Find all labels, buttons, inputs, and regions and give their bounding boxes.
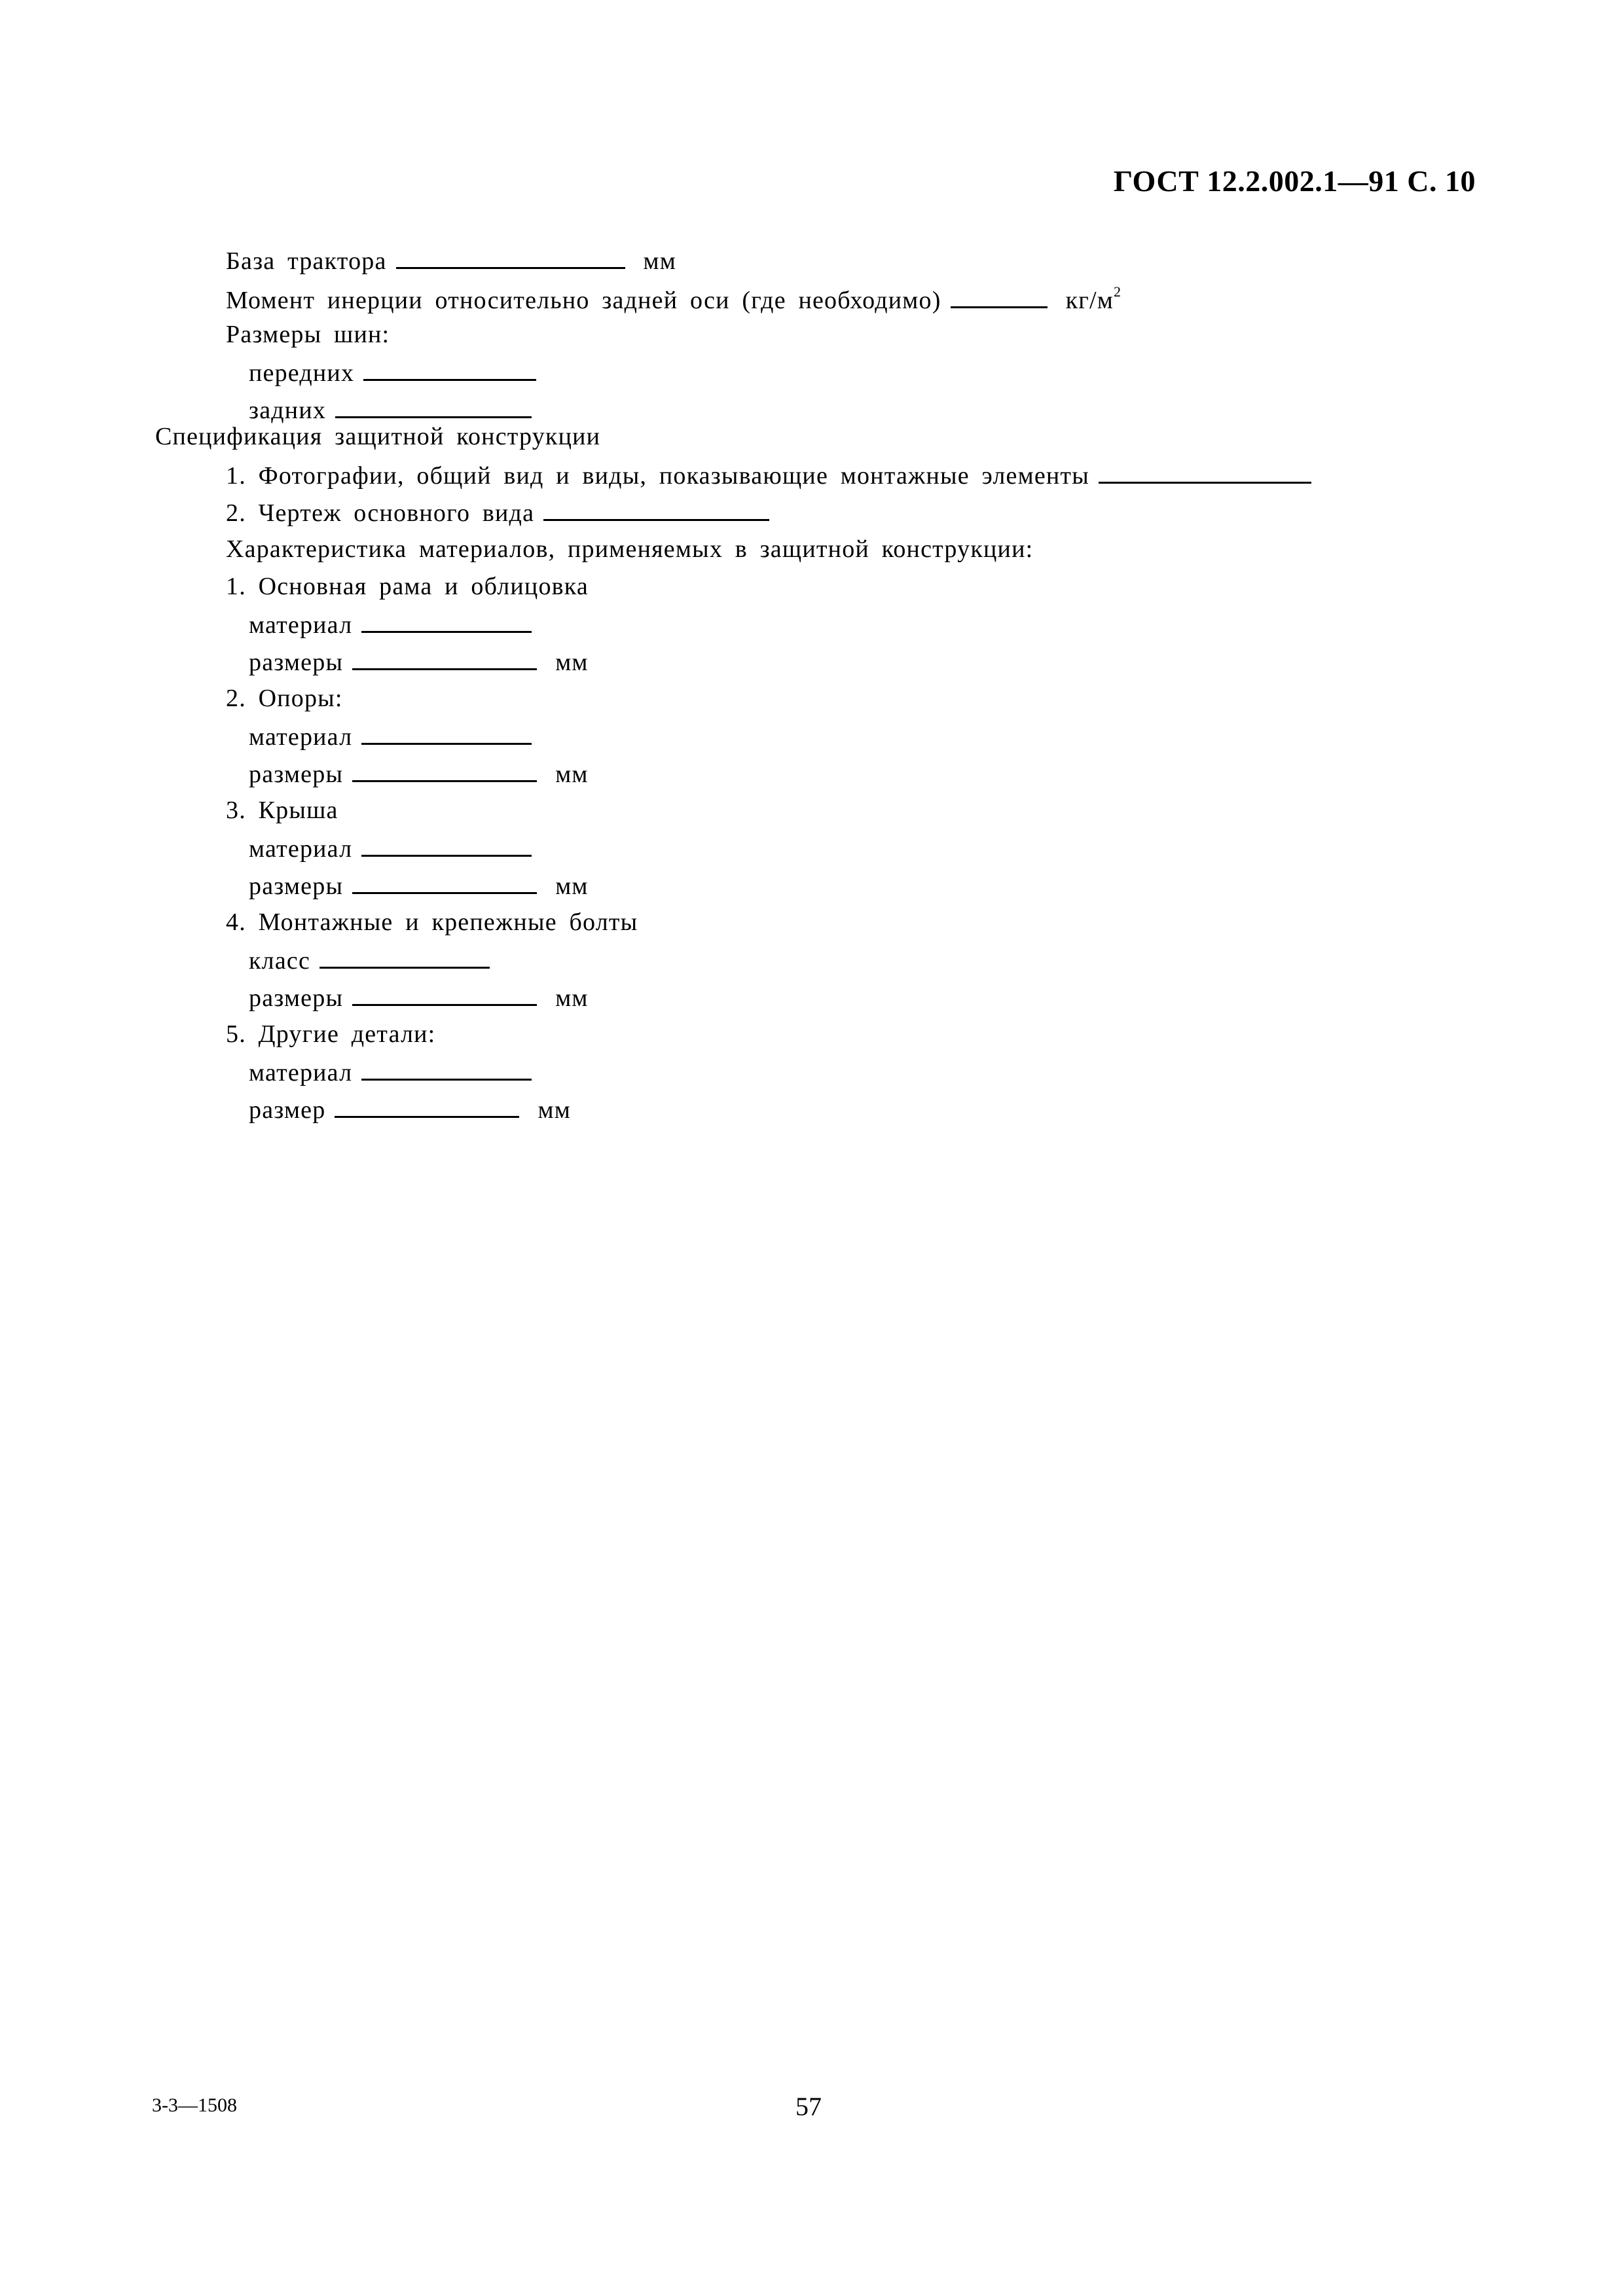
rear-tires-line [249,397,541,423]
item1-size-label: размеры [249,649,344,676]
photos-line [226,462,1321,488]
item1-size-unit: мм [555,649,589,676]
item4-class-field[interactable] [319,947,490,969]
item2-material-label: материал [249,723,353,751]
item5-material-line [249,1059,541,1085]
front-tires-label: передних [249,359,355,387]
front-tires-field[interactable] [363,359,536,381]
item5-size-unit: мм [538,1096,571,1124]
item5-material-field[interactable] [361,1059,532,1081]
item4-size-label: размеры [249,984,344,1012]
item4-size-field[interactable] [352,984,537,1006]
item3-size-label: размеры [249,872,344,900]
item1-heading: 1. Основная рама и облицовка [226,573,589,600]
item3-size-field[interactable] [352,872,537,894]
photos-label: 1. Фотографии, общий вид и виды, показывающие монтажные элементы [226,462,1089,490]
item5-size-line [249,1096,571,1122]
rear-tires-field[interactable] [335,397,532,418]
item2-size-line [249,761,589,787]
item2-size-unit: мм [555,761,589,788]
item2-size-label: размеры [249,761,344,788]
item4-class-line [249,947,499,973]
tires-heading: Размеры шин: [226,321,390,348]
item5-heading: 5. Другие детали: [226,1020,436,1048]
tractor-base-label: База трактора [226,247,387,275]
item1-material-line [249,611,541,637]
item4-class-label: класс [249,947,311,975]
rear-tires-label: задних [249,397,327,424]
item1-size-line [249,649,589,675]
drawing-label: 2. Чертеж основного вида [226,499,535,527]
materials-heading: Характеристика материалов, применяемых в защитной конструкции: [226,535,1034,563]
item4-heading: 4. Монтажные и крепежные болты [226,908,638,936]
page-number: 57 [795,2092,822,2121]
item5-size-label: размер [249,1096,326,1124]
item3-size-unit: мм [555,872,589,900]
item1-material-label: материал [249,611,353,639]
footer-code: 3-3—1508 [152,2094,237,2116]
item4-size-line [249,984,589,1011]
item3-material-line [249,835,541,861]
photos-field[interactable] [1099,462,1311,484]
item2-heading: 2. Опоры: [226,685,343,712]
item2-size-field[interactable] [352,761,537,782]
item1-material-field[interactable] [361,611,532,633]
tractor-base-field[interactable] [396,247,625,269]
item1-size-field[interactable] [352,649,537,670]
drawing-line [226,499,778,526]
item2-material-line [249,723,541,749]
item3-size-line [249,872,589,899]
item4-size-unit: мм [555,984,589,1012]
moment-unit: $кг/м^2$ [1065,283,1122,314]
tractor-base-line [226,247,676,274]
front-tires-line [249,359,545,386]
moment-line [226,285,1122,313]
page-header: ГОСТ 12.2.002.1—91 С. 10 [1113,164,1476,198]
item3-material-label: материал [249,835,353,863]
moment-field[interactable] [951,287,1048,308]
item2-material-field[interactable] [361,723,532,745]
item3-heading: 3. Крыша [226,797,338,824]
item5-material-label: материал [249,1059,353,1086]
drawing-field[interactable] [543,499,769,521]
item5-size-field[interactable] [335,1096,519,1118]
spec-heading: Спецификация защитной конструкции [155,423,601,450]
tractor-base-unit: мм [643,247,677,275]
moment-label: Момент инерции относительно задней оси (где необходимо) [226,287,941,314]
item3-material-field[interactable] [361,835,532,857]
